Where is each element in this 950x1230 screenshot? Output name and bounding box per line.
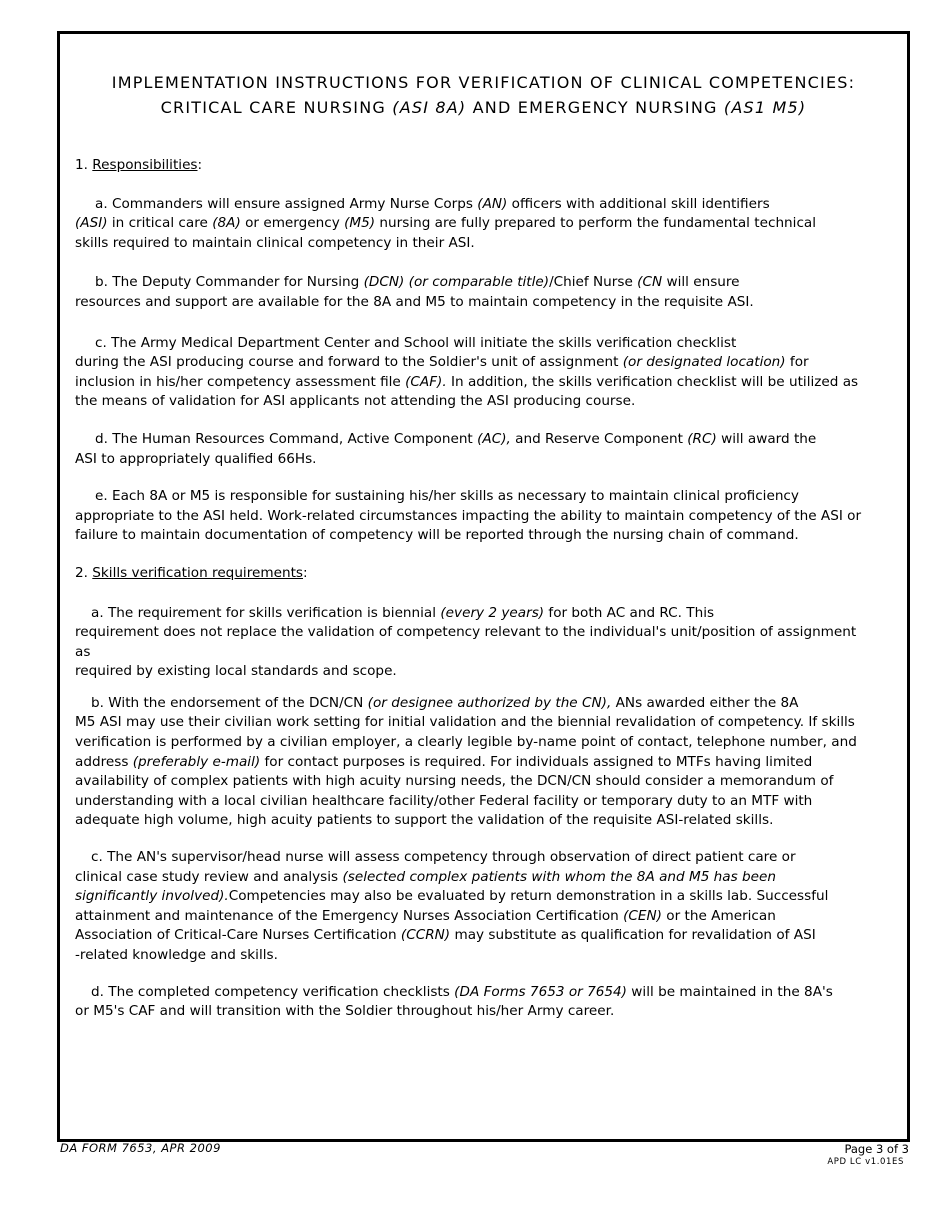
text: skills required to maintain clinical competency in their ASI.	[75, 234, 475, 251]
title-italic: (ASI 8A)	[392, 98, 467, 117]
text: in critical care	[107, 215, 213, 232]
text: during the ASI producing course and forward to the Soldier's unit of assignment	[75, 354, 623, 371]
text: understanding with a local civilian healthcare facility/other Federal facility or temporary duty to an MTF with	[75, 792, 813, 809]
text: d. The Human Resources Command, Active Component	[95, 430, 478, 447]
text: ASI to appropriately qualified 66Hs.	[75, 450, 317, 467]
italic-text: (AN)	[477, 195, 508, 212]
text: availability of complex patients with high acuity nursing needs, the DCN/CN should consider a memorandum of	[75, 773, 834, 790]
text: address	[75, 753, 133, 770]
text: or the American	[661, 907, 776, 924]
section-colon: :	[303, 564, 308, 581]
text: officers with additional skill identifiers	[507, 195, 770, 212]
text: appropriate to the ASI held. Work-related circumstances impacting the ability to maintain competency of the ASI or	[75, 507, 862, 524]
italic-text: (DA Forms 7653 or 7654)	[454, 983, 627, 1000]
paragraph-1b	[75, 273, 871, 312]
title-text: AND EMERGENCY NURSING	[466, 98, 724, 117]
text: b. The Deputy Commander for Nursing	[95, 274, 364, 291]
italic-text: (preferably e-mail)	[132, 753, 261, 770]
text: a. The requirement for skills verification is biennial	[91, 604, 441, 621]
section-title: Responsibilities	[92, 157, 198, 173]
italic-text: (CAF).	[405, 373, 447, 390]
italic-text: (M5)	[344, 215, 376, 232]
form-number: DA FORM 7653, APR 2009	[60, 1141, 221, 1155]
section-number: 1.	[75, 157, 93, 173]
paragraph-1e	[75, 487, 871, 546]
text: c. The AN's supervisor/head nurse will assess competency through observation of direct patient care or	[91, 849, 796, 866]
text: for contact purposes is required. For individuals assigned to MTFs having limited	[260, 753, 813, 770]
section-colon: :	[197, 157, 203, 173]
paragraph-2b	[75, 694, 871, 831]
italic-text: (AC),	[477, 430, 511, 447]
text: attainment and maintenance of the Emergency Nurses Association Certification	[75, 907, 624, 924]
paragraph-2d	[75, 983, 871, 1022]
italic-text: (CCRN)	[400, 927, 451, 944]
text: a. Commanders will ensure assigned Army Nurse Corps	[95, 195, 478, 212]
paragraph-1c	[75, 334, 871, 412]
page-number: Page 3 of 3	[844, 1142, 909, 1156]
text: clinical case study review and analysis	[75, 868, 343, 885]
paragraph-1a	[75, 195, 871, 254]
text: and Reserve Component	[510, 430, 688, 447]
text: will ensure	[662, 274, 740, 291]
text: Competencies may also be evaluated by return demonstration in a skills lab. Successful	[228, 888, 829, 905]
text: or M5's CAF and will transition with the Soldier throughout his/her Army career.	[75, 1003, 615, 1020]
text: ANs awarded either the 8A	[611, 694, 799, 711]
text: In addition, the skills verification checklist will be utilized as	[446, 373, 859, 390]
text: required by existing local standards and scope.	[75, 663, 397, 680]
section-1-heading	[75, 156, 871, 176]
instructions-body	[75, 156, 871, 1022]
italic-text: (selected complex patients with whom the 8A and M5 has been	[342, 868, 776, 885]
text: e. Each 8A or M5 is responsible for sustaining his/her skills as necessary to maintain clinical proficiency	[95, 488, 799, 505]
text: for	[785, 354, 809, 371]
text: or emergency	[240, 215, 345, 232]
text: verification is performed by a civilian employer, a clearly legible by-name point of contact, telephone number, and	[75, 734, 857, 751]
text: d. The completed competency verification checklists	[91, 983, 455, 1000]
text: failure to maintain documentation of competency will be reported through the nursing chain of command.	[75, 527, 799, 544]
form-border	[57, 31, 910, 1142]
text: adequate high volume, high acuity patients to support the validation of the requisite ASI-related skills.	[75, 812, 774, 829]
italic-text: (every 2 years)	[440, 604, 545, 621]
title-italic: (AS1 M5)	[723, 98, 807, 117]
text: the means of validation for ASI applicants not attending the ASI producing course.	[75, 393, 636, 410]
text: for both AC and RC. This	[544, 604, 715, 621]
section-number: 2.	[75, 564, 93, 581]
section-2-heading	[75, 564, 871, 584]
paragraph-2a	[75, 604, 871, 682]
italic-text: (ASI)	[75, 215, 108, 232]
paragraph-2c	[75, 848, 871, 966]
text: nursing are fully prepared to perform the fundamental technical	[375, 215, 817, 232]
text: Association of Critical-Care Nurses Certification	[75, 927, 401, 944]
text: c. The Army Medical Department Center and School will initiate the skills verification checklist	[95, 334, 737, 351]
italic-text: (CEN)	[623, 907, 662, 924]
title-line-2	[60, 95, 907, 120]
text: b. With the endorsement of the DCN/CN	[91, 694, 368, 711]
italic-text: (8A)	[212, 215, 241, 232]
page-title	[60, 70, 907, 120]
italic-text: (or designee authorized by the CN),	[367, 694, 612, 711]
italic-text: (RC)	[687, 430, 717, 447]
text: may substitute as qualification for revalidation of ASI	[450, 927, 816, 944]
text: requirement does not replace the validation of competency relevant to the individual's unit/position of assignment as	[75, 624, 857, 660]
text: M5 ASI may use their civilian work setting for initial validation and the biennial revalidation of competency. If skills	[75, 714, 855, 731]
text: will be maintained in the 8A's	[626, 983, 833, 1000]
text: -related knowledge and skills.	[75, 947, 278, 963]
section-title: Skills verification requirements	[92, 564, 303, 581]
text: /Chief Nurse	[549, 274, 638, 291]
italic-text: (CN	[637, 274, 663, 291]
italic-text: significantly involved).	[75, 888, 229, 905]
text: inclusion in his/her competency assessment file	[75, 373, 406, 390]
text: will award the	[716, 430, 817, 447]
title-text: CRITICAL CARE NURSING	[160, 98, 393, 117]
version-label: APD LC v1.01ES	[827, 1157, 904, 1167]
text: resources and support are available for the 8A and M5 to maintain competency in the requisite ASI.	[75, 293, 754, 310]
italic-text: (or designated location)	[622, 354, 786, 371]
title-line-1: IMPLEMENTATION INSTRUCTIONS FOR VERIFICATION OF CLINICAL COMPETENCIES:	[111, 73, 856, 92]
paragraph-1d	[75, 430, 871, 469]
italic-text: (DCN) (or comparable title)	[363, 274, 550, 291]
